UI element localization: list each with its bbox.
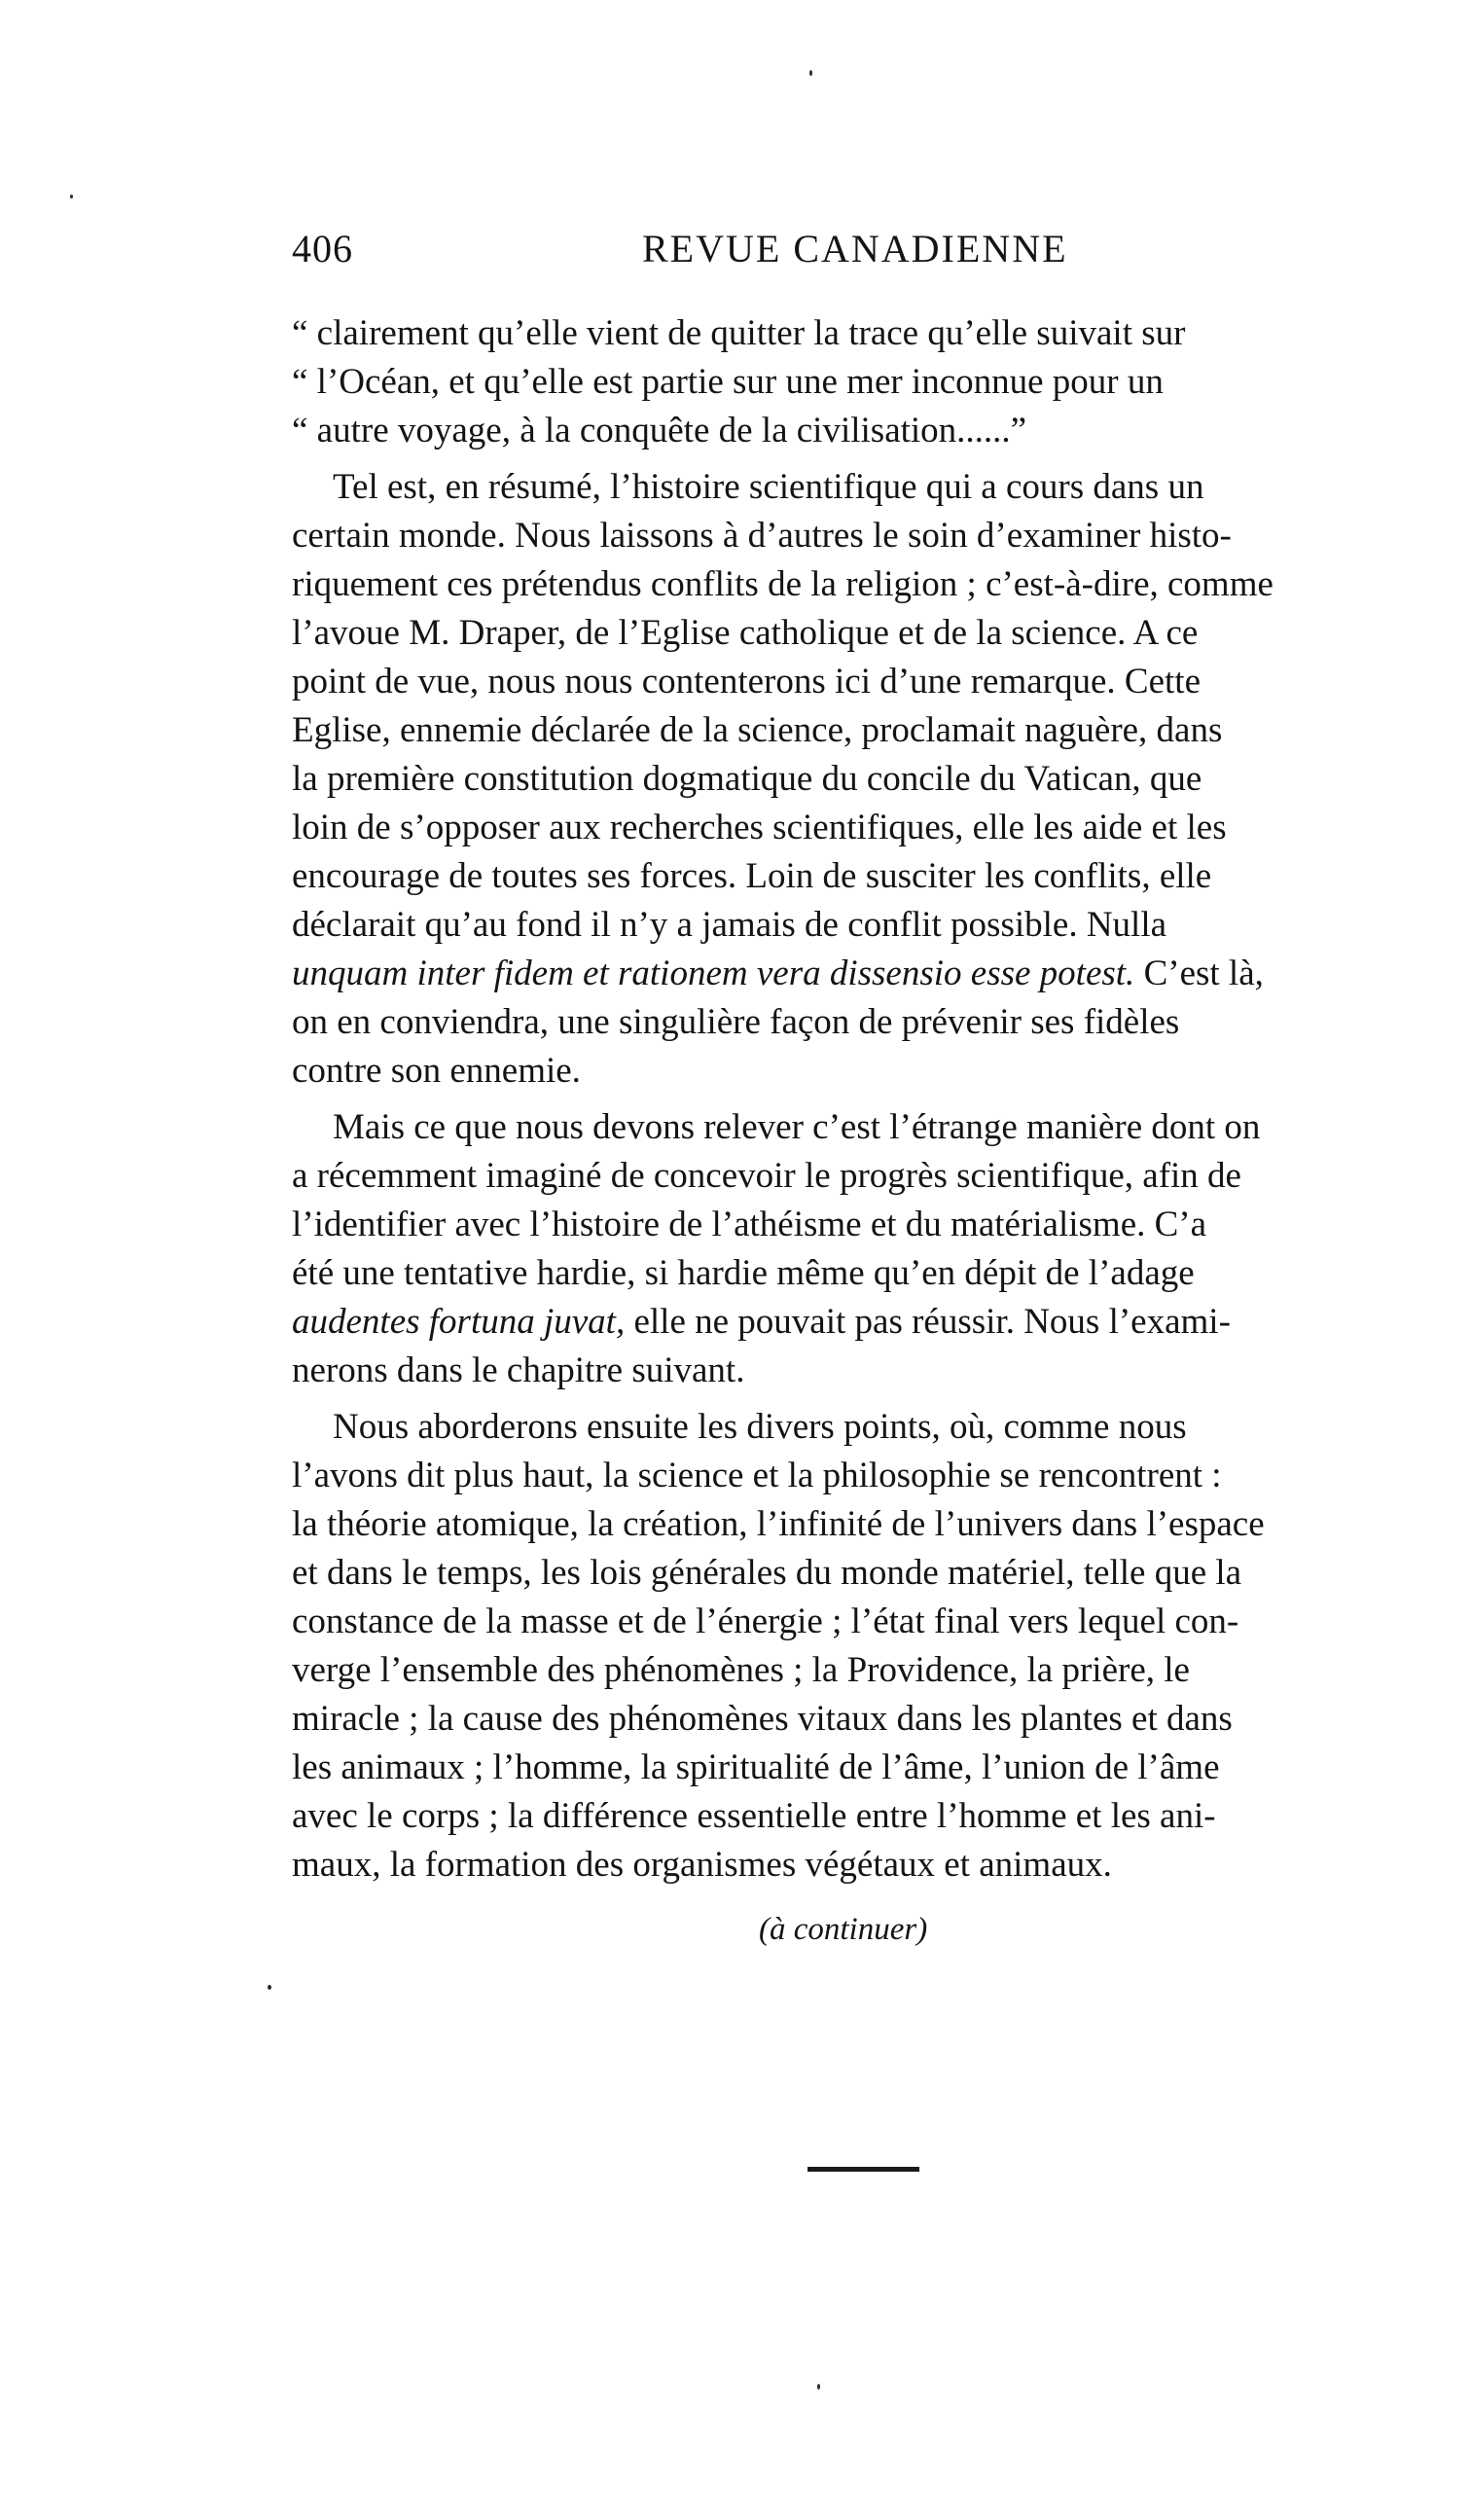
text-line: encourage de toutes ses forces. Loin de susciter les conflits, elle bbox=[292, 856, 1212, 896]
running-title: REVUE CANADIENNE bbox=[642, 227, 1068, 270]
text-line: Nous aborderons ensuite les divers points, où, comme nous bbox=[333, 1407, 1187, 1447]
latin-adage: audentes fortuna juvat, bbox=[292, 1302, 626, 1342]
text-line: Eglise, ennemie déclarée de la science, proclamait naguère, dans bbox=[292, 710, 1223, 750]
scan-speck bbox=[809, 70, 812, 76]
text-line: “ l’Océan, et qu’elle est partie sur une mer inconnue pour un bbox=[292, 362, 1164, 402]
paragraph-summary bbox=[292, 463, 1440, 1096]
paragraph-quote bbox=[292, 309, 1440, 455]
text-line: maux, la formation des organismes végétaux et animaux. bbox=[292, 1845, 1112, 1885]
text-line: les animaux ; l’homme, la spiritualité de l’âme, l’union de l’âme bbox=[292, 1747, 1220, 1787]
text-line-start: déclarait qu’au fond il n’y a jamais de conflit possible. Nulla bbox=[292, 905, 1167, 945]
text-line: verge l’ensemble des phénomènes ; la Providence, la prière, le bbox=[292, 1650, 1190, 1690]
text-line: avec le corps ; la différence essentielle entre l’homme et les ani- bbox=[292, 1796, 1216, 1836]
text-line bbox=[292, 950, 1440, 998]
text-line: Tel est, en résumé, l’histoire scientifique qui a cours dans un bbox=[333, 467, 1204, 507]
paragraph-progress bbox=[292, 1103, 1440, 1395]
body-text bbox=[292, 309, 1440, 1897]
latin-quote: unquam inter fidem et rationem vera dissensio esse potest. bbox=[292, 954, 1135, 993]
text-line: certain monde. Nous laissons à d’autres le soin d’examiner histo- bbox=[292, 516, 1232, 556]
text-line: la théorie atomique, la création, l’infinité de l’univers dans l’espace bbox=[292, 1504, 1265, 1544]
scan-speck bbox=[817, 2384, 820, 2390]
text-line: miracle ; la cause des phénomènes vitaux dans les plantes et dans bbox=[292, 1699, 1233, 1739]
section-end-rule bbox=[807, 2167, 919, 2172]
page-number: 406 bbox=[292, 227, 353, 270]
paragraph-topics bbox=[292, 1403, 1440, 1890]
text-line: et dans le temps, les lois générales du monde matériel, telle que la bbox=[292, 1553, 1242, 1593]
text-line: on en conviendra, une singulière façon de prévenir ses fidèles bbox=[292, 1002, 1180, 1042]
continuation-note: (à continuer) bbox=[759, 1912, 928, 1947]
text-line: nerons dans le chapitre suivant. bbox=[292, 1350, 745, 1390]
text-line: contre son ennemie. bbox=[292, 1051, 581, 1091]
text-line: “ clairement qu’elle vient de quitter la trace qu’elle suivait sur bbox=[292, 313, 1186, 353]
text-line: été une tentative hardie, si hardie même qu’en dépit de l’adage bbox=[292, 1253, 1195, 1293]
text-line: riquement ces prétendus conflits de la religion ; c’est-à-dire, comme bbox=[292, 564, 1274, 604]
text-line: l’avoue M. Draper, de l’Eglise catholique et de la science. A ce bbox=[292, 613, 1199, 653]
text-line-end: C’est là, bbox=[1143, 954, 1264, 993]
text-line: l’avons dit plus haut, la science et la philosophie se rencontrent : bbox=[292, 1456, 1222, 1495]
text-line: Mais ce que nous devons relever c’est l’étrange manière dont on bbox=[333, 1107, 1261, 1147]
text-line-end: elle ne pouvait pas réussir. Nous l’exami- bbox=[625, 1302, 1231, 1342]
text-line: “ autre voyage, à la conquête de la civilisation......” bbox=[292, 411, 1027, 450]
text-line bbox=[292, 901, 1440, 950]
page-header bbox=[292, 226, 1440, 284]
text-line: constance de la masse et de l’énergie ; l’état final vers lequel con- bbox=[292, 1602, 1239, 1641]
text-line bbox=[292, 1298, 1440, 1347]
text-line: la première constitution dogmatique du concile du Vatican, que bbox=[292, 759, 1202, 799]
scan-speck bbox=[70, 195, 73, 198]
text-line: loin de s’opposer aux recherches scientifiques, elle les aide et les bbox=[292, 808, 1227, 847]
text-line: point de vue, nous nous contenterons ici d’une remarque. Cette bbox=[292, 662, 1201, 702]
scan-speck bbox=[268, 1985, 271, 1990]
text-line: l’identifier avec l’histoire de l’athéisme et du matérialisme. C’a bbox=[292, 1205, 1207, 1244]
text-line: a récemment imaginé de concevoir le progrès scientifique, afin de bbox=[292, 1156, 1241, 1196]
